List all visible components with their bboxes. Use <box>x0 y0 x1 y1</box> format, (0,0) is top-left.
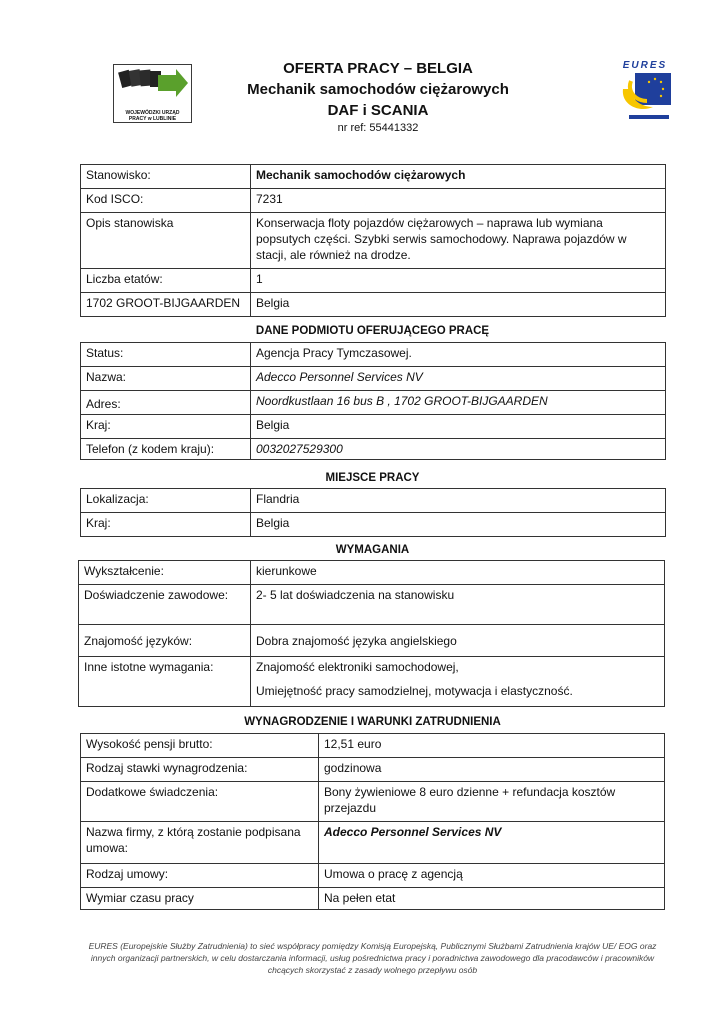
row-label: Lokalizacja: <box>81 489 251 513</box>
table-row <box>81 343 666 367</box>
row-value: Flandria <box>251 489 666 513</box>
row-label: Wysokość pensji brutto: <box>81 734 319 758</box>
row-value: Mechanik samochodów ciężarowych <box>251 165 666 189</box>
workplace-table <box>80 488 666 537</box>
requirement-line: Znajomość elektroniki samochodowej, <box>256 660 459 674</box>
row-value: Noordkustlaan 16 bus B , 1702 GROOT-BIJGAARDEN <box>251 391 666 415</box>
eures-logo <box>617 60 673 124</box>
table-row <box>81 758 665 782</box>
row-value: 7231 <box>251 189 666 213</box>
row-value: Dobra znajomość języka angielskiego <box>251 625 665 657</box>
requirements-table <box>78 560 665 707</box>
row-value: 0032027529300 <box>251 439 666 460</box>
row-label: Wykształcenie: <box>79 561 251 585</box>
footer-strong: EURES (Europejskie Służby Zatrudnienia) <box>88 941 248 951</box>
section-heading-requirements: WYMAGANIA <box>335 544 410 556</box>
wup-logo <box>113 64 192 123</box>
row-value: Umowa o pracę z agencją <box>319 864 665 888</box>
row-value: Konserwacja floty pojazdów ciężarowych – naprawa lub wymiana popsutych części. Szybki serwis samochodowy. Naprawa pojazdów w stacji, ale również na drodze. <box>251 213 666 269</box>
row-value: Adecco Personnel Services NV <box>319 822 665 864</box>
reference-number: nr ref: 55441332 <box>337 122 419 134</box>
table-row <box>81 189 666 213</box>
row-label: Inne istotne wymagania: <box>79 657 251 707</box>
table-row <box>81 269 666 293</box>
table-row <box>81 489 666 513</box>
row-value: Adecco Personnel Services NV <box>251 367 666 391</box>
eures-star-icon <box>617 71 673 123</box>
table-row <box>81 293 666 317</box>
row-label: Rodzaj umowy: <box>81 864 319 888</box>
row-value: Bony żywieniowe 8 euro dzienne + refundacja kosztów przejazdu <box>319 782 665 822</box>
row-value: Belgia <box>251 293 666 317</box>
table-row <box>79 561 665 585</box>
row-value: Na pełen etat <box>319 888 665 910</box>
page-subtitle-brands: DAF i SCANIA <box>327 102 429 119</box>
wup-logo-text: WOJEWÓDZKI URZĄD PRACY w LUBLINIE <box>125 110 180 122</box>
row-value: kierunkowe <box>251 561 665 585</box>
row-value: Belgia <box>251 415 666 439</box>
row-label: Telefon (z kodem kraju): <box>81 439 251 460</box>
table-row <box>81 439 666 460</box>
row-label: 1702 GROOT-BIJGAARDEN <box>81 293 251 317</box>
row-label: Kraj: <box>81 415 251 439</box>
table-row <box>81 864 665 888</box>
salary-table <box>80 733 665 910</box>
row-value: Belgia <box>251 513 666 537</box>
section-heading-workplace: MIEJSCE PRACY <box>325 472 420 484</box>
row-label: Nazwa firmy, z którą zostanie podpisana umowa: <box>81 822 319 864</box>
table-row <box>81 165 666 189</box>
table-row <box>81 213 666 269</box>
row-label: Nazwa: <box>81 367 251 391</box>
row-label: Opis stanowiska <box>81 213 251 269</box>
row-value: 12,51 euro <box>319 734 665 758</box>
footer-note <box>80 940 665 976</box>
table-row <box>81 782 665 822</box>
page-subtitle: Mechanik samochodów ciężarowych <box>247 81 509 98</box>
page-title: OFERTA PRACY – BELGIA <box>283 60 473 77</box>
table-row <box>81 513 666 537</box>
table-row <box>81 391 666 415</box>
table-row <box>81 415 666 439</box>
row-label: Status: <box>81 343 251 367</box>
table-row <box>79 657 665 707</box>
row-label: Wymiar czasu pracy <box>81 888 319 910</box>
row-label: Liczba etatów: <box>81 269 251 293</box>
table-row <box>81 888 665 910</box>
row-label: Dodatkowe świadczenia: <box>81 782 319 822</box>
row-label: Kraj: <box>81 513 251 537</box>
row-value <box>251 657 665 707</box>
section-heading-employer: DANE PODMIOTU OFERUJĄCEGO PRACĘ <box>255 325 490 337</box>
requirement-line: Umiejętność pracy samodzielnej, motywacja i elastyczność. <box>256 684 573 698</box>
row-label: Rodzaj stawki wynagrodzenia: <box>81 758 319 782</box>
footer-text: to sieć współpracy pomiędzy Komisją Europejską, Publicznymi Służbami Zatrudnienia krajów UE/ EOG oraz innych organizacji partnerskich, w celu dostarczania informacji, usług pośrednictwa pracy i poradnictwa zawodowego dla pracodawców i pracowników chcących skorzystać z zasady wolnego przepływu osób <box>90 941 657 975</box>
row-value: godzinowa <box>319 758 665 782</box>
table-row <box>79 625 665 657</box>
row-value: 2- 5 lat doświadczenia na stanowisku <box>251 585 665 625</box>
employer-table <box>80 342 666 460</box>
table-row <box>81 822 665 864</box>
row-label: Znajomość języków: <box>79 625 251 657</box>
row-value: Agencja Pracy Tymczasowej. <box>251 343 666 367</box>
row-label: Stanowisko: <box>81 165 251 189</box>
table-row <box>81 734 665 758</box>
row-label: Adres: <box>81 391 251 415</box>
job-table <box>80 164 666 317</box>
section-heading-salary: WYNAGRODZENIE I WARUNKI ZATRUDNIENIA <box>244 716 501 728</box>
table-row <box>79 585 665 625</box>
row-label: Kod ISCO: <box>81 189 251 213</box>
row-label: Doświadczenie zawodowe: <box>79 585 251 625</box>
table-row <box>81 367 666 391</box>
arrow-cards-icon <box>114 65 191 105</box>
eures-logo-text: EURES <box>622 60 668 71</box>
row-value: 1 <box>251 269 666 293</box>
